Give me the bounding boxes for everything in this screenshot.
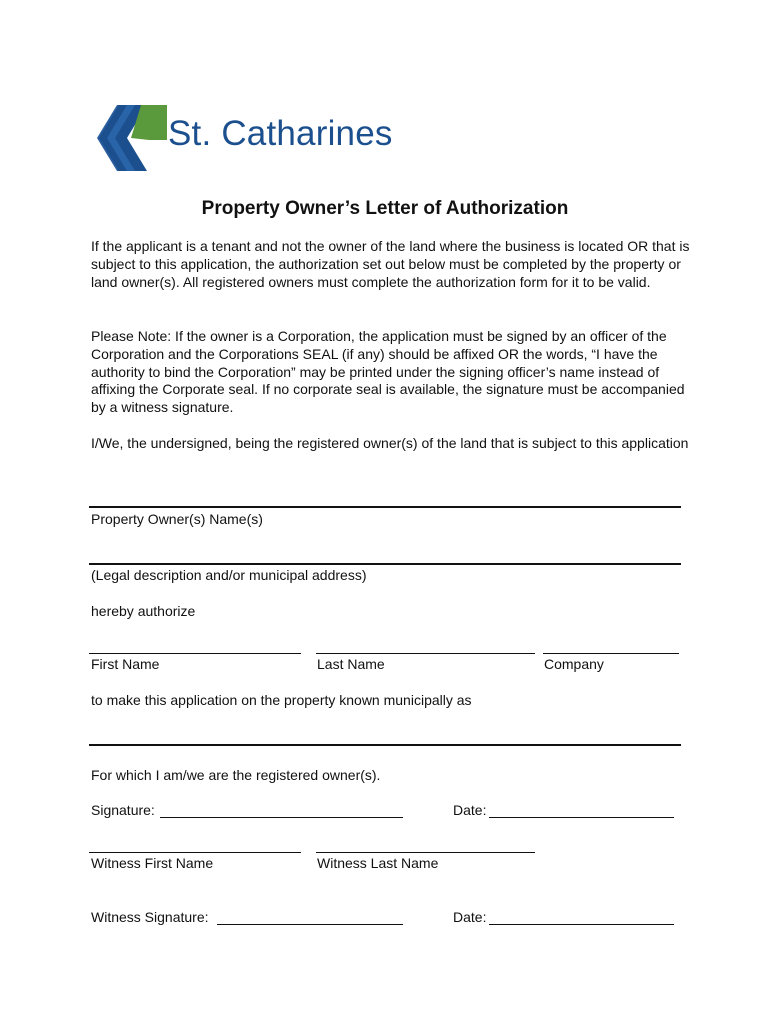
signature-label: Signature:	[91, 802, 155, 818]
st-catharines-logo	[97, 100, 397, 175]
owner-names-label: Property Owner(s) Name(s)	[91, 511, 263, 527]
undersigned-paragraph: I/We, the undersigned, being the registered owner(s) of the land that is subject to this application	[91, 435, 689, 451]
date-line[interactable]	[489, 817, 674, 818]
last-name-line[interactable]	[316, 653, 535, 654]
document-title: Property Owner’s Letter of Authorization	[201, 198, 569, 219]
first-name-label: First Name	[91, 656, 160, 672]
municipal-address-line[interactable]	[89, 744, 681, 746]
witness-last-name-line[interactable]	[316, 852, 535, 853]
chevron-logo-icon	[97, 100, 169, 175]
logo-text: St. Catharines	[168, 114, 393, 153]
witness-date-line[interactable]	[489, 924, 674, 925]
note-paragraph: Please Note: If the owner is a Corporation, the application must be signed by an officer of the Corporation and the Corporations SEAL (if any) should be affixed OR the words, “I have the authority to bind the Corporation” may be printed under the signing officer’s name instead of affixing the Corporate seal. If no corporate seal is available, the signature must be accompanied by a witness signature.	[91, 328, 685, 416]
legal-description-line[interactable]	[89, 563, 681, 565]
date-label: Date:	[453, 802, 487, 818]
witness-date-label: Date:	[453, 909, 487, 925]
signature-line[interactable]	[160, 817, 403, 818]
last-name-label: Last Name	[317, 656, 385, 672]
witness-first-name-label: Witness First Name	[91, 855, 214, 871]
legal-description-label: (Legal description and/or municipal address)	[91, 567, 367, 583]
owner-names-line[interactable]	[89, 506, 681, 508]
first-name-line[interactable]	[89, 653, 301, 654]
registered-owners-text: For which I am/we are the registered owner(s).	[91, 767, 381, 783]
witness-last-name-label: Witness Last Name	[317, 855, 439, 871]
company-label: Company	[544, 656, 604, 672]
intro-paragraph: If the applicant is a tenant and not the owner of the land where the business is located OR that is subject to this application, the authorization set out below must be completed by the property or land owner(s). All registered owners must complete the authorization form for it to be valid.	[91, 238, 690, 290]
witness-signature-line[interactable]	[217, 924, 403, 925]
witness-first-name-line[interactable]	[89, 852, 301, 853]
company-line[interactable]	[543, 653, 679, 654]
make-application-text: to make this application on the property known municipally as	[91, 692, 472, 708]
witness-signature-label: Witness Signature:	[91, 909, 209, 925]
hereby-authorize-text: hereby authorize	[91, 603, 196, 619]
